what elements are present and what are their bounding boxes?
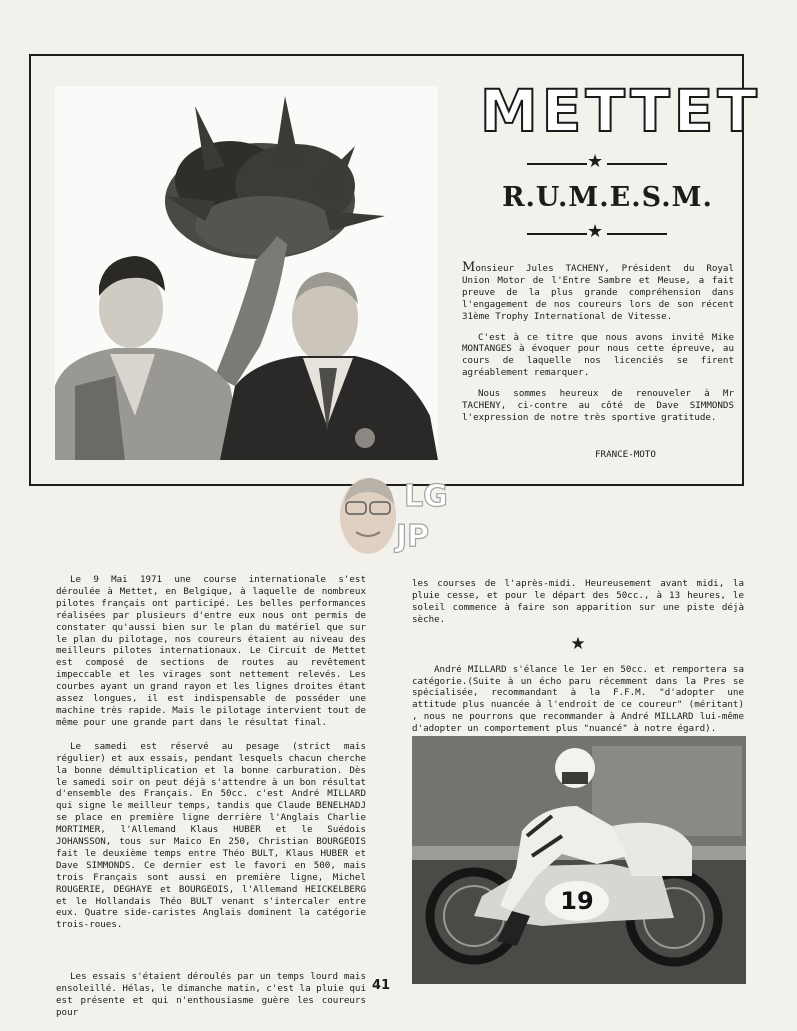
intro-paragraph: C'est à ce titre que nous avons invité Mike MONTANGES à évoquer pour nous cette épreuve, au cours de laquelle nos licenciés se firent agréablement remarquer. [462, 331, 734, 379]
article-column-left [56, 574, 366, 1031]
intro-paragraph-text: onsieur Jules TACHENY, Président du Royal Union Motor de l'Entre Sambre et Meuse, a fait preuve de la plus grande compréhension dans l'engagement de nos coureurs lors de son récent 31ème Trophy International de Vitesse. [462, 263, 734, 322]
page-subtitle: R.U.M.E.S.M. [502, 182, 713, 213]
race-photo [412, 736, 746, 984]
drop-cap: M [462, 260, 476, 275]
watermark-logo [334, 464, 464, 559]
divider-line [607, 233, 667, 235]
race-photo-illustration [412, 736, 746, 984]
podium-photo [55, 86, 438, 460]
divider-line [527, 163, 587, 165]
star-icon: ★ [570, 633, 586, 654]
signature: FRANCE-MOTO [595, 449, 656, 460]
page-title: METTET [480, 77, 761, 145]
divider-line [607, 163, 667, 165]
star-icon: ★ [587, 151, 604, 172]
star-divider-top [470, 151, 735, 172]
article-column-right [412, 578, 744, 735]
podium-photo-illustration [55, 86, 438, 460]
article-paragraph: Les essais s'étaient déroulés par un temps lourd mais ensoleillé. Hélas, le dimanche matin, c'est la pluie qui est présente et qui n'enthousiasme guère les coureurs pour [56, 971, 366, 1018]
intro-paragraph [462, 262, 734, 323]
watermark-letters-top: LG [404, 479, 448, 514]
article-paragraph: Le samedi est réservé au pesage (strict mais régulier) et aux essais, pendant lesquels chacun cherche la bonne démultiplication et la bonne carburation. Dès le samedi soir on peut déjà s'attendre à un bon résultat d'ensemble des Français. En 50cc. c'est André MILLARD qui signe le meilleur temps, tandis que Claude BENELHADJ se place en première ligne derrière l'Anglais Charlie MORTIMER, l'Allemand Klaus HUBER et le Suédois JOHANSSON, tous sur Maico En 250, Christian BOURGEOIS fait le deuxième temps entre Théo BULT, Klaus HUBER et Dave SIMMONDS. Ce dernier est le favori en 500, mais trois Français sont aussi en première ligne, Michel ROUGERIE, DEGHAYE et BOURGEOIS, l'Allemand HEICKELBERG et le Hollandais Théo BULT venant s'intercaler entre eux. Quatre side-caristes Anglais dominent la catégorie trois-roues. [56, 740, 366, 931]
article-paragraph: Le 9 Mai 1971 une course internationale s'est déroulée à Mettet, en Belgique, à laquelle de nombreux pilotes français ont participé. Les belles performances réalisées par plusieurs d'entre eux nous ont permis de constater qu'aussi bien sur le plan du matériel que sur le plan du pilotage, nos coureurs étaient au niveau des meilleurs pilotes internationaux. Le Circuit de Mettet est composé de sections de routes au revêtement impeccable et les virages sont nettement relevés. Les courbes ayant un grand rayon et les lignes droites étant assez longues, il est indispensable de posséder une machine très rapide. Mais le pilotage intervient tout de même pour une grande part dans le résultat final. [56, 574, 366, 728]
star-divider-bottom [470, 221, 735, 242]
star-icon: ★ [587, 221, 604, 242]
divider-line [527, 233, 587, 235]
article-paragraph: les courses de l'après-midi. Heureusement avant midi, la pluie cesse, et pour le départ des 50cc., à 13 heures, le soleil commence à faire son apparition sur une piste déjà sèche. [412, 578, 744, 625]
watermark-illustration [334, 464, 464, 559]
intro-text [462, 262, 734, 433]
watermark-letters-bottom: JP [396, 519, 430, 554]
article-paragraph: André MILLARD s'élance le 1er en 50cc. et remportera sa catégorie.(Suite à un écho paru récemment dans la Pres se spécialisée, recommandant à la F.F.M. "d'adopter une attitude plus nuancée à l'endroit de ce coureur" (méritant) , nous ne pourrons que recommander à André MILLARD lui-même d'adopter un comportement plus "nuancé" à notre égard). [412, 663, 744, 735]
page-number: 41 [372, 978, 391, 993]
title-block [470, 76, 761, 242]
race-number: 19 [560, 887, 594, 915]
intro-paragraph: Nous sommes heureux de renouveler à Mr TACHENY, ci-contre au côté de Dave SIMMONDS l'expression de notre très sportive gratitude. [462, 388, 734, 423]
